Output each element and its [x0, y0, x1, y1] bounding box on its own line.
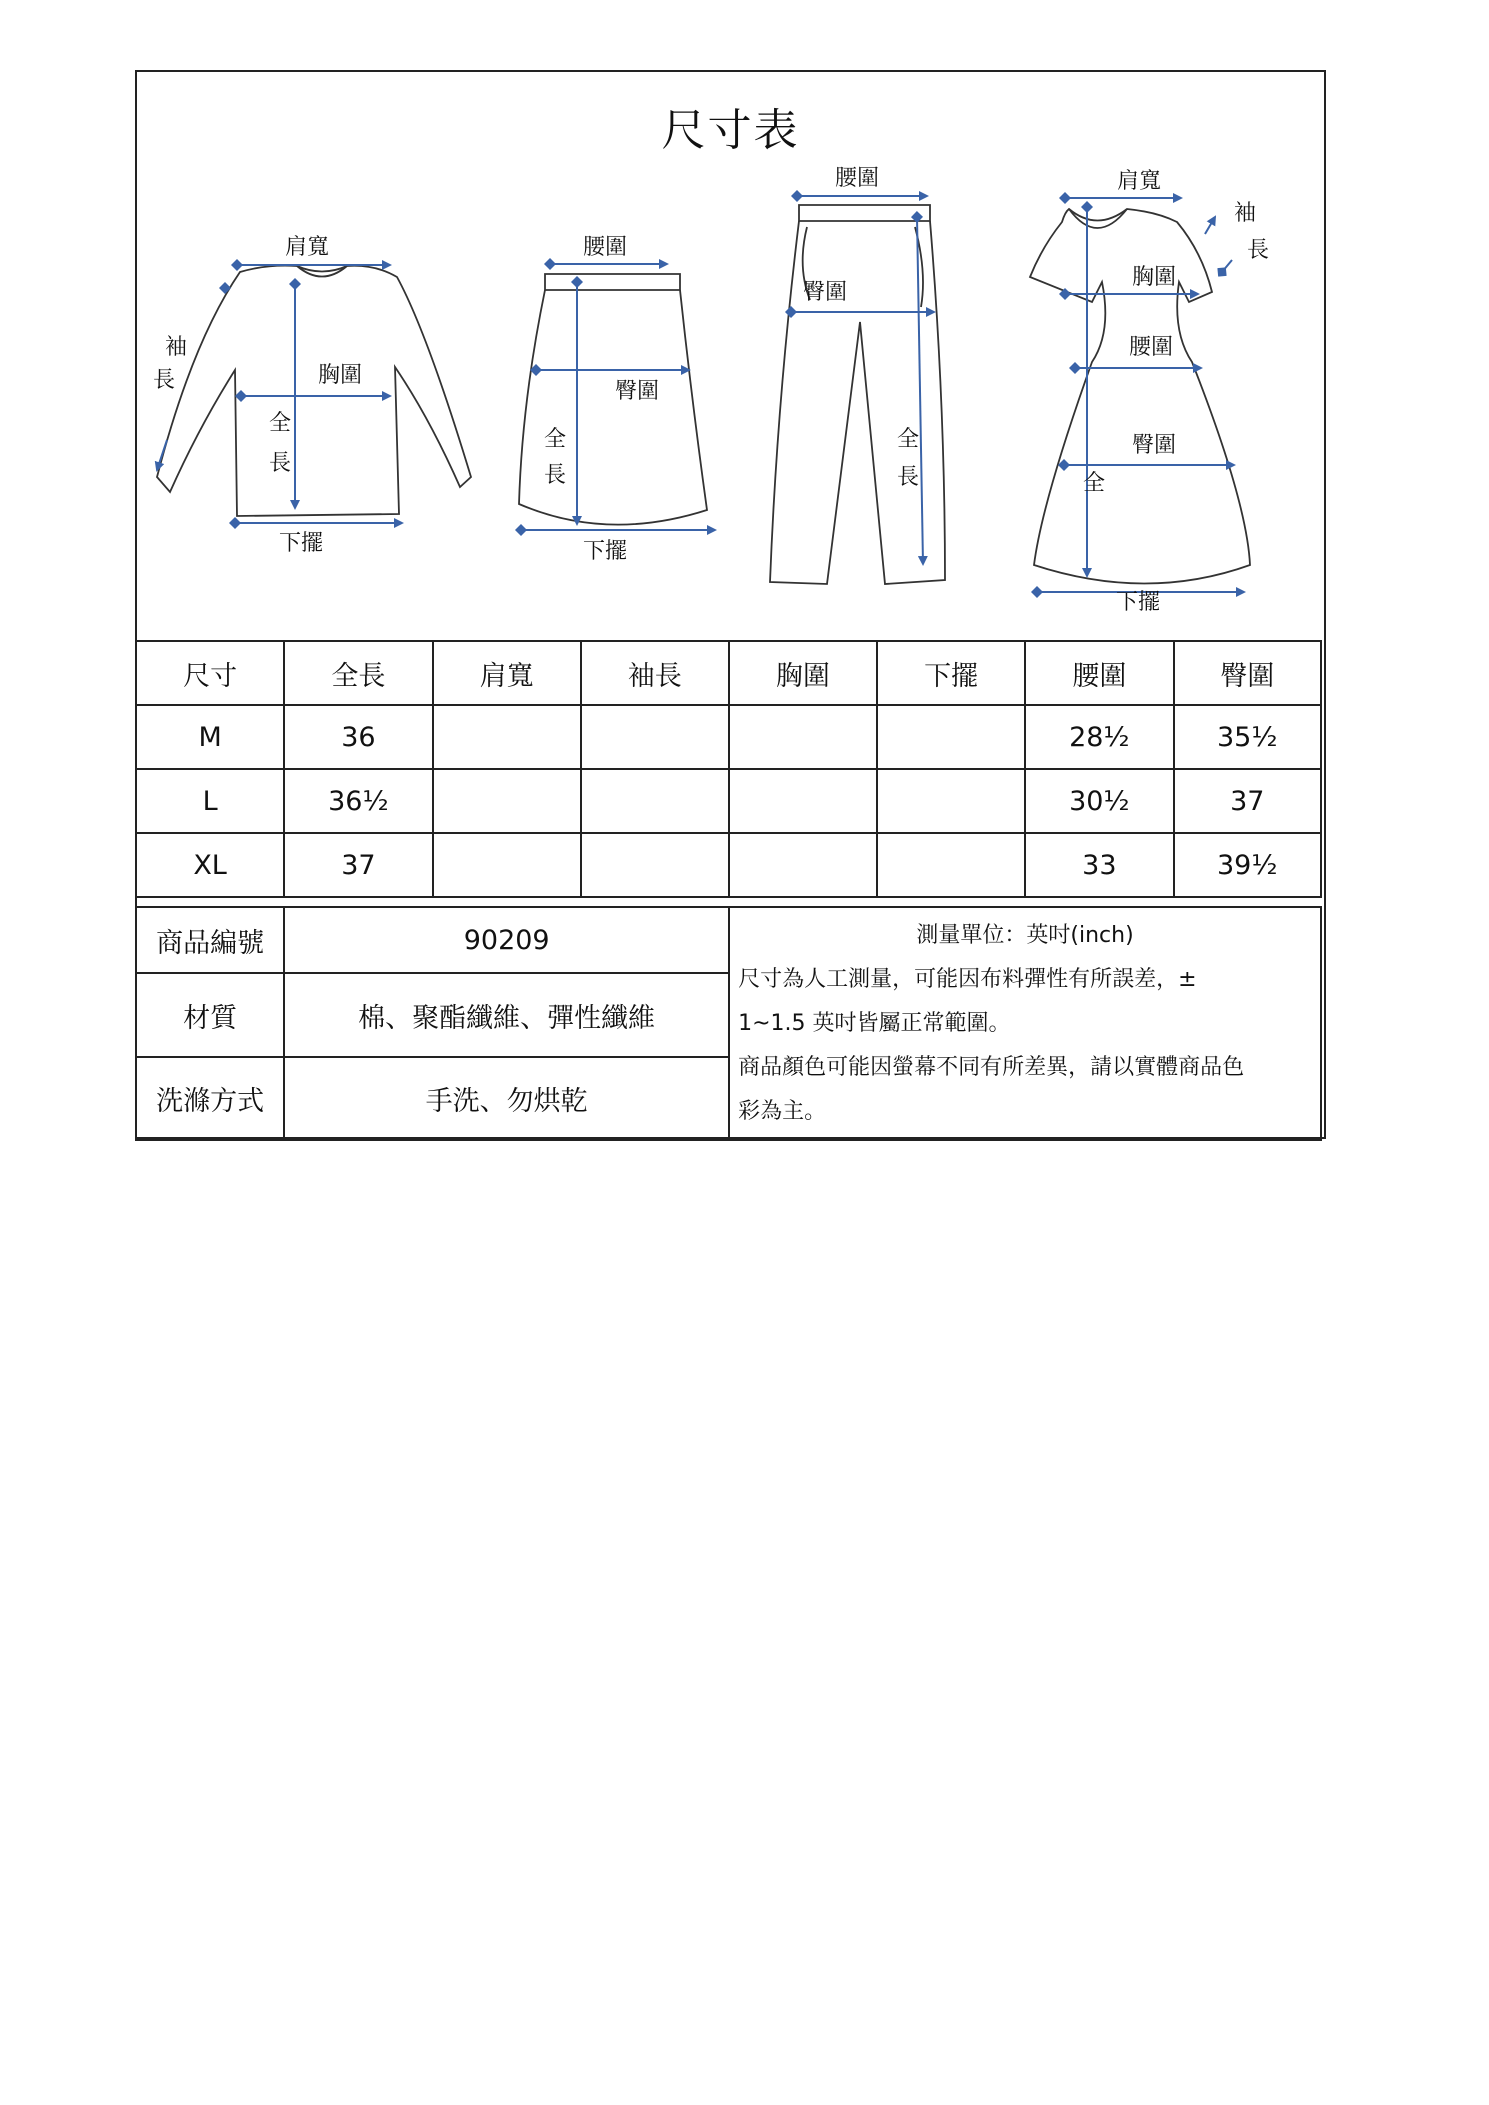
- table-cell: [877, 769, 1025, 833]
- table-row: [136, 833, 1321, 897]
- table-cell: [877, 705, 1025, 769]
- note-unit: 測量單位：英吋(inch): [916, 923, 1134, 948]
- note-line-3: 商品顏色可能因螢幕不同有所差異，請以實體商品色: [738, 1055, 1245, 1080]
- top-length-label-1: 全: [269, 411, 292, 436]
- header-cell: 全長: [284, 641, 432, 705]
- size-table-header: [136, 641, 1321, 705]
- header-cell: 尺寸: [136, 641, 284, 705]
- table-cell: [729, 833, 877, 897]
- header-cell: 下擺: [877, 641, 1025, 705]
- item-no-value: 90209: [284, 907, 729, 973]
- pants-waist-label: 腰圍: [835, 166, 880, 191]
- top-garment: [157, 266, 471, 516]
- header-cell: 臀圍: [1174, 641, 1321, 705]
- header-cell: 胸圍: [729, 641, 877, 705]
- header-cell: 肩寬: [433, 641, 581, 705]
- dress-waist-label: 腰圍: [1129, 335, 1174, 360]
- garment-diagrams: [137, 72, 1324, 640]
- table-cell: 37: [284, 833, 432, 897]
- skirt-hip-label: 臀圍: [615, 379, 660, 404]
- top-sleeve-label-1: 袖: [165, 335, 188, 360]
- table-cell: 37: [1174, 769, 1321, 833]
- header-cell: 袖長: [581, 641, 729, 705]
- table-cell: 36½: [284, 769, 432, 833]
- header-cell: 腰圍: [1025, 641, 1173, 705]
- size-chart-sheet: [135, 70, 1326, 1139]
- table-cell: [877, 833, 1025, 897]
- skirt-hem-label: 下擺: [583, 539, 628, 564]
- top-chest-label: 胸圍: [318, 363, 363, 388]
- pants-hip-label: 臀圍: [803, 280, 848, 305]
- dress-hip-label: 臀圍: [1132, 433, 1177, 458]
- product-info-table: [135, 906, 1322, 1141]
- skirt-waist-label: 腰圍: [583, 235, 628, 260]
- top-shoulder-label: 肩寬: [285, 235, 330, 260]
- top-length-label-2: 長: [269, 451, 292, 476]
- skirt-length-label-2: 長: [544, 463, 567, 488]
- table-cell: 30½: [1025, 769, 1173, 833]
- table-cell: 33: [1025, 833, 1173, 897]
- table-cell: [581, 769, 729, 833]
- note-line-1: 尺寸為人工測量，可能因布料彈性有所誤差，±: [738, 967, 1197, 992]
- table-cell: [729, 769, 877, 833]
- page-title: 尺寸表: [661, 105, 800, 156]
- table-cell: [433, 769, 581, 833]
- table-row: [136, 769, 1321, 833]
- note-line-2: 1~1.5 英吋皆屬正常範圍。: [738, 1011, 1011, 1036]
- table-cell: XL: [136, 833, 284, 897]
- table-cell: 35½: [1174, 705, 1321, 769]
- item-no-label: 商品編號: [136, 907, 284, 973]
- table-row: [136, 705, 1321, 769]
- pants-length-label-1: 全: [897, 427, 920, 452]
- material-label: 材質: [136, 973, 284, 1057]
- table-cell: [433, 833, 581, 897]
- table-cell: [433, 705, 581, 769]
- size-table: [135, 640, 1322, 898]
- measurement-note: [729, 907, 1321, 1140]
- table-cell: L: [136, 769, 284, 833]
- table-cell: 28½: [1025, 705, 1173, 769]
- skirt-length-label-1: 全: [544, 427, 567, 452]
- note-line-4: 彩為主。: [738, 1099, 827, 1124]
- table-cell: [581, 705, 729, 769]
- garment-illustration: [137, 72, 1324, 640]
- wash-label: 洗滌方式: [136, 1057, 284, 1140]
- dress-length-label-1: 全: [1083, 471, 1106, 496]
- dress-hem-label: 下擺: [1116, 590, 1161, 615]
- table-cell: [581, 833, 729, 897]
- top-hem-label: 下擺: [279, 531, 324, 556]
- table-cell: [729, 705, 877, 769]
- wash-value: 手洗、勿烘乾: [284, 1057, 729, 1140]
- dress-sleeve-label-1: 袖: [1234, 201, 1257, 226]
- material-value: 棉、聚酯纖維、彈性纖維: [284, 973, 729, 1057]
- pants-length-label-2: 長: [897, 465, 920, 490]
- table-cell: 36: [284, 705, 432, 769]
- top-sleeve-label-2: 長: [153, 368, 176, 393]
- dress-sleeve-label-2: 長: [1247, 238, 1270, 263]
- dress-chest-label: 胸圍: [1132, 265, 1177, 290]
- dress-shoulder-label: 肩寬: [1117, 169, 1162, 194]
- table-cell: 39½: [1174, 833, 1321, 897]
- table-cell: M: [136, 705, 284, 769]
